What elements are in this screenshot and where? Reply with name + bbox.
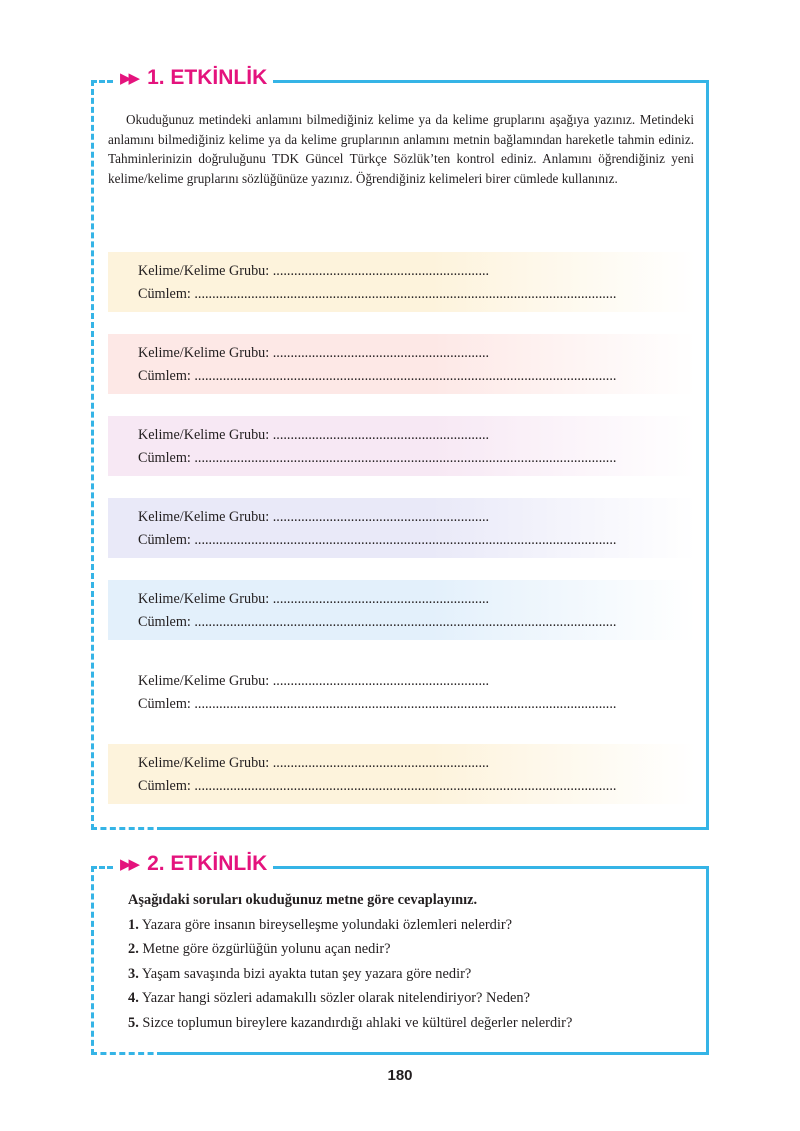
word-field[interactable]: Kelime/Kelime Grubu: ............................................................. (138, 345, 490, 361)
vocab-entry-2 (108, 334, 696, 394)
activity-2-title: 2. ETKİNLİK (147, 852, 268, 875)
vocab-entry-3 (108, 416, 696, 476)
question-item: 1. Yazara göre insanın bireyselleşme yolundaki özlemleri nelerdir? (128, 916, 513, 933)
activity-1-title: 1. ETKİNLİK (147, 66, 268, 89)
frame-top-dash (91, 80, 113, 83)
frame-left-dash (91, 866, 94, 1055)
word-field[interactable]: Kelime/Kelime Grubu: ............................................................. (138, 509, 490, 525)
frame-top-dash (91, 866, 113, 869)
page-number: 180 (387, 1067, 413, 1084)
activity-1-instructions: Okuduğunuz metindeki anlamını bilmediğiniz kelime ya da kelime gruplarını aşağıya yazınız. Metindeki anlamını bilmediğiniz kelime ya da kelime gruplarının anlamını metnin bağlamından hareketle tahmin ediniz. Tahminlerinizin doğruluğunu TDK Güncel Türkçe Sözlük’ten kontrol ediniz. Anlamını öğrendiğiniz yeni kelime/kelime gruplarını sözlüğünüze yazınız. Öğrendiğiniz kelimeleri birer cümlede kullanınız. (108, 112, 694, 186)
sentence-field[interactable]: Cümlem: ....................................................................................................................... (138, 532, 617, 548)
activity-1-box (94, 66, 709, 830)
frame-bottom-dash (91, 827, 163, 830)
activity-2-box (94, 852, 709, 1055)
frame-bottom-dash (91, 1052, 163, 1055)
word-field[interactable]: Kelime/Kelime Grubu: ............................................................. (138, 673, 490, 689)
activity-1-heading (118, 66, 273, 90)
word-field[interactable]: Kelime/Kelime Grubu: ............................................................. (138, 755, 490, 771)
frame-top-border (270, 866, 709, 869)
vocab-entry-4 (108, 498, 696, 558)
vocab-entry-1 (108, 252, 696, 312)
double-arrow-icon: ▶▶ (120, 69, 138, 87)
question-item: 2. Metne göre özgürlüğün yolunu açan nedir? (128, 941, 391, 957)
question-list (128, 888, 688, 1035)
vocab-entry-7 (108, 744, 696, 804)
question-item: 3. Yaşam savaşında bizi ayakta tutan şey yazara göre nedir? (128, 965, 472, 982)
sentence-field[interactable]: Cümlem: ....................................................................................................................... (138, 368, 617, 384)
vocab-entry-6 (108, 662, 696, 722)
sentence-field[interactable]: Cümlem: ....................................................................................................................... (138, 614, 617, 630)
sentence-field[interactable]: Cümlem: ....................................................................................................................... (138, 286, 617, 302)
sentence-field[interactable]: Cümlem: ....................................................................................................................... (138, 778, 617, 794)
vocab-entry-5 (108, 580, 696, 640)
double-arrow-icon: ▶▶ (120, 855, 138, 873)
question-item: 4. Yazar hangi sözleri adamakıllı sözler olarak nitelendiriyor? Neden? (128, 990, 530, 1006)
sentence-field[interactable]: Cümlem: ....................................................................................................................... (138, 696, 617, 712)
word-field[interactable]: Kelime/Kelime Grubu: ............................................................. (138, 427, 490, 443)
sentence-field[interactable]: Cümlem: ....................................................................................................................... (138, 450, 617, 466)
frame-left-dash (91, 80, 94, 830)
question-item: 5. Sizce toplumun bireylere kazandırdığı ahlaki ve kültürel değerler nelerdir? (128, 1014, 573, 1031)
word-field[interactable]: Kelime/Kelime Grubu: ............................................................. (138, 591, 490, 607)
activity-2-instruction: Aşağıdaki soruları okuduğunuz metne göre cevaplayınız. (128, 892, 478, 908)
activity-2-heading (118, 852, 273, 876)
frame-top-border (270, 80, 709, 83)
word-field[interactable]: Kelime/Kelime Grubu: ............................................................. (138, 263, 490, 279)
